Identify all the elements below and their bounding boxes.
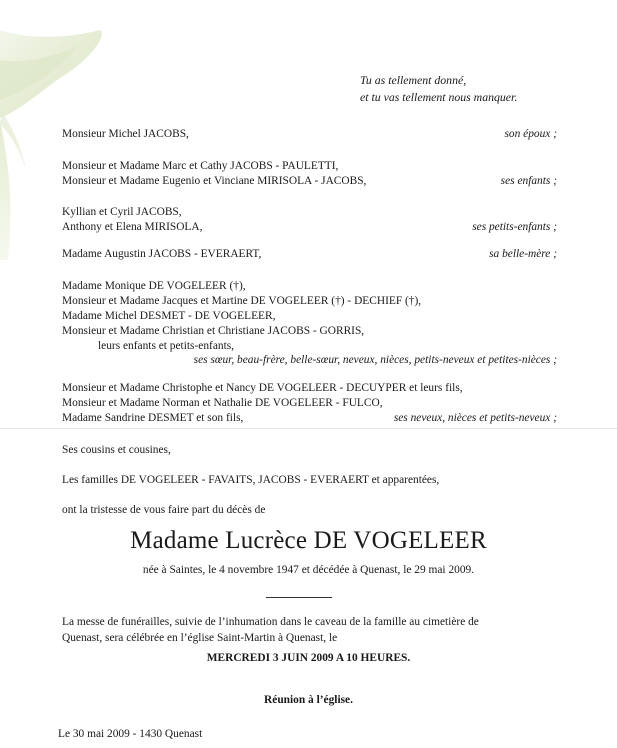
family-line: [62, 380, 557, 396]
family-name: Monsieur et Madame Marc et Cathy JACOBS - PAULETTI,: [62, 160, 339, 172]
family-line: [62, 219, 557, 235]
family-line: [62, 410, 557, 426]
funeral-date: MERCREDI 3 JUIN 2009 A 10 HEURES.: [206, 652, 411, 664]
family-name: Monsieur Michel JACOBS,: [62, 128, 189, 140]
family-line: [62, 204, 557, 220]
family-line: [62, 395, 557, 411]
family-name: Madame Michel DESMET - DE VOGELEER,: [62, 310, 276, 322]
family-name: Kyllian et Cyril JACOBS,: [62, 206, 182, 218]
family-name: Monsieur et Madame Christophe et Nancy DE VOGELEER - DECUYPER et leurs fils,: [62, 382, 463, 394]
family-relation: ses petits-enfants ;: [472, 221, 557, 233]
family-name: Monsieur et Madame Christian et Christiane JACOBS - GORRIS,: [62, 325, 365, 337]
family-name: Monsieur et Madame Jacques et Martine DE VOGELEER (†) - DECHIEF (†),: [62, 295, 422, 307]
family-name: Monsieur et Madame Eugenio et Vinciane MIRISOLA - JACOBS,: [62, 175, 367, 187]
family-name: Madame Augustin JACOBS - EVERAERT,: [62, 248, 262, 260]
family-line: [62, 158, 557, 174]
family-relation: son époux ;: [504, 128, 557, 140]
family-line: [62, 308, 557, 324]
family-line: [62, 246, 557, 262]
family-name: Monsieur et Madame Norman et Nathalie DE VOGELEER - FULCO,: [62, 397, 383, 409]
family-line: [62, 173, 557, 189]
funeral-text-line-2: Quenast, sera célébrée en l’église Saint-Martin à Quenast, le: [62, 632, 338, 644]
family-name: Les familles DE VOGELEER - FAVAITS, JACOBS - EVERAERT et apparentées,: [62, 474, 440, 486]
deceased-name: Madame Lucrèce DE VOGELEER: [130, 527, 487, 554]
family-name: Ses cousins et cousines,: [62, 444, 171, 456]
family-name: Madame Monique DE VOGELEER (†),: [62, 280, 246, 292]
reunion-note: Réunion à l’église.: [264, 694, 353, 706]
family-line: [62, 323, 557, 339]
separator-rule: [266, 597, 332, 598]
family-relation: ses enfants ;: [500, 175, 557, 187]
family-name: Anthony et Elena MIRISOLA,: [62, 221, 203, 233]
family-line: [62, 472, 557, 488]
family-line: [62, 442, 557, 458]
epigraph-line-1: Tu as tellement donné,: [360, 73, 467, 87]
fold-line: [0, 428, 617, 429]
family-relation: ses neveux, nièces et petits-neveux ;: [393, 412, 557, 424]
family-name-indented: leurs enfants et petits-enfants,: [98, 340, 235, 352]
funeral-text-line-1: La messe de funérailles, suivie de l’inhumation dans le caveau de la famille au cimetière de: [62, 616, 479, 628]
place-date-footer: Le 30 mai 2009 - 1430 Quenast: [58, 728, 203, 740]
announcement-intro: ont la tristesse de vous faire part du décès de: [62, 504, 266, 516]
family-line: [62, 278, 557, 294]
family-line: [62, 293, 557, 309]
epigraph-line-2: et tu vas tellement nous manquer.: [360, 90, 518, 104]
family-relation: ses sœur, beau-frère, belle-sœur, neveux, nièces, petits-neveux et petites-nièces ;: [193, 354, 557, 366]
family-line: [62, 126, 557, 142]
birth-death-dates: née à Saintes, le 4 novembre 1947 et décédée à Quenast, le 29 mai 2009.: [142, 564, 475, 576]
family-name: Madame Sandrine DESMET et son fils,: [62, 412, 244, 424]
family-relation: sa belle-mère ;: [489, 248, 557, 260]
